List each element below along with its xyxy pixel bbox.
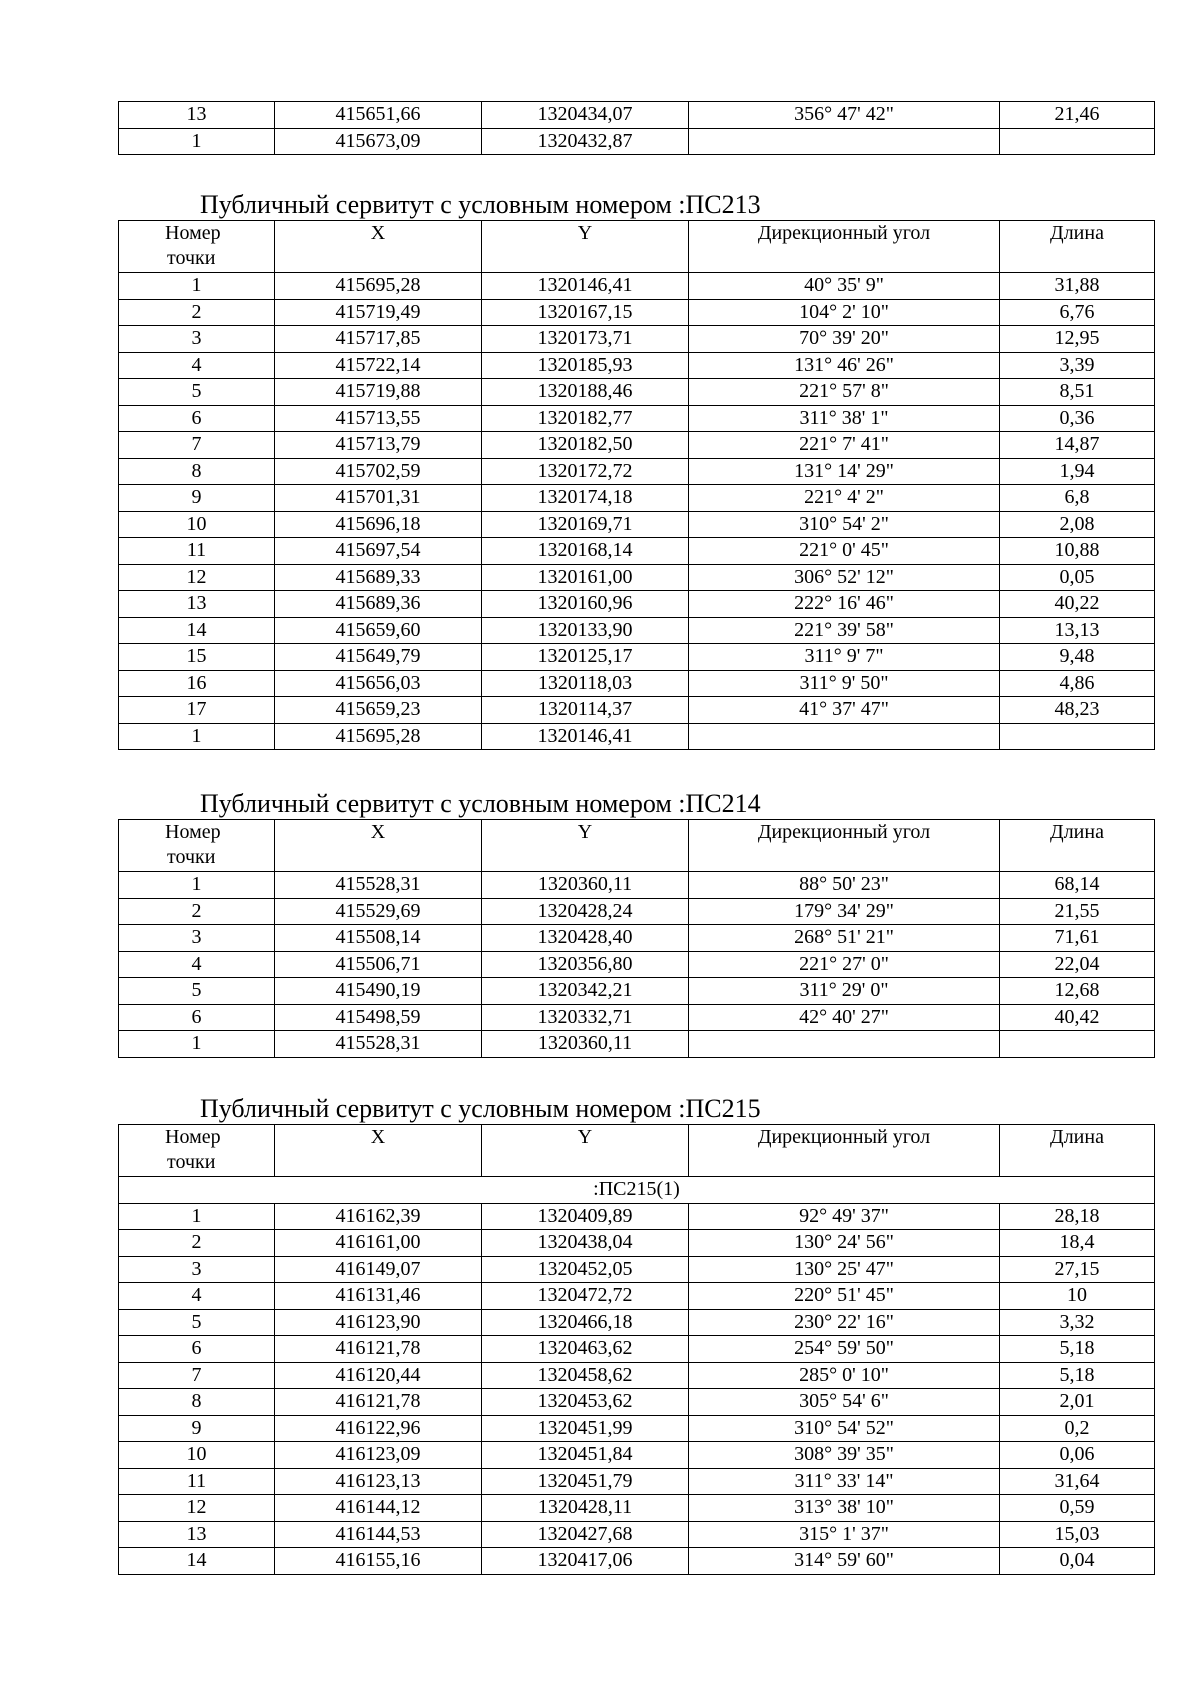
x-cell: 415506,71 (275, 951, 482, 978)
length-cell: 68,14 (1000, 872, 1155, 899)
x-cell: 416161,00 (275, 1230, 482, 1257)
y-cell: 1320168,14 (482, 538, 689, 565)
x-cell: 415696,18 (275, 511, 482, 538)
y-cell: 1320451,84 (482, 1442, 689, 1469)
table-row (119, 925, 1155, 952)
x-cell: 416121,78 (275, 1336, 482, 1363)
point-number-cell: 2 (119, 1230, 275, 1257)
header-angle: Дирекционный угол (689, 221, 1000, 273)
length-cell: 28,18 (1000, 1203, 1155, 1230)
length-cell: 40,42 (1000, 1004, 1155, 1031)
coords-table-ps213 (118, 220, 1155, 750)
table-row (119, 326, 1155, 353)
x-cell: 415689,36 (275, 591, 482, 618)
point-number-cell: 5 (119, 978, 275, 1005)
header-length: Длина (1000, 221, 1155, 273)
contour-subheader: :ПС215(1) (119, 1177, 1155, 1204)
point-number-cell: 1 (119, 273, 275, 300)
x-cell: 415659,60 (275, 617, 482, 644)
length-cell: 40,22 (1000, 591, 1155, 618)
table-row (119, 1336, 1155, 1363)
table-header-row (119, 820, 1155, 872)
y-cell: 1320427,68 (482, 1521, 689, 1548)
angle-cell: 311° 9' 50" (689, 670, 1000, 697)
length-cell: 0,04 (1000, 1548, 1155, 1575)
table-row (119, 1415, 1155, 1442)
table-row (119, 951, 1155, 978)
y-cell: 1320428,24 (482, 898, 689, 925)
table-row (119, 644, 1155, 671)
y-cell: 1320118,03 (482, 670, 689, 697)
length-cell: 31,64 (1000, 1468, 1155, 1495)
point-number-cell: 6 (119, 1004, 275, 1031)
length-cell: 10 (1000, 1283, 1155, 1310)
angle-cell: 310° 54' 52" (689, 1415, 1000, 1442)
header-point-number: Номер точки (119, 1125, 275, 1177)
point-number-cell: 7 (119, 1362, 275, 1389)
x-cell: 415717,85 (275, 326, 482, 353)
point-number-cell: 3 (119, 925, 275, 952)
x-cell: 415719,49 (275, 299, 482, 326)
y-cell: 1320451,99 (482, 1415, 689, 1442)
y-cell: 1320174,18 (482, 485, 689, 512)
header-length: Длина (1000, 1125, 1155, 1177)
y-cell: 1320360,11 (482, 872, 689, 899)
point-number-cell: 1 (119, 723, 275, 750)
table-row (119, 591, 1155, 618)
header-x: X (275, 820, 482, 872)
table-row (119, 1031, 1155, 1058)
angle-cell: 92° 49' 37" (689, 1203, 1000, 1230)
table-row (119, 978, 1155, 1005)
length-cell: 6,76 (1000, 299, 1155, 326)
point-number-cell: 8 (119, 458, 275, 485)
length-cell: 2,01 (1000, 1389, 1155, 1416)
angle-cell: 311° 33' 14" (689, 1468, 1000, 1495)
angle-cell: 40° 35' 9" (689, 273, 1000, 300)
point-number-cell: 1 (119, 128, 275, 155)
x-cell: 415719,88 (275, 379, 482, 406)
x-cell: 415490,19 (275, 978, 482, 1005)
angle-cell: 222° 16' 46" (689, 591, 1000, 618)
point-number-cell: 1 (119, 872, 275, 899)
table-row (119, 102, 1155, 129)
point-number-cell: 4 (119, 951, 275, 978)
y-cell: 1320409,89 (482, 1203, 689, 1230)
header-angle: Дирекционный угол (689, 1125, 1000, 1177)
table-header-row (119, 221, 1155, 273)
length-cell: 8,51 (1000, 379, 1155, 406)
header-angle: Дирекционный угол (689, 820, 1000, 872)
angle-cell: 70° 39' 20" (689, 326, 1000, 353)
angle-cell: 268° 51' 21" (689, 925, 1000, 952)
table-row (119, 379, 1155, 406)
y-cell: 1320160,96 (482, 591, 689, 618)
point-number-cell: 3 (119, 326, 275, 353)
x-cell: 416123,90 (275, 1309, 482, 1336)
length-cell (1000, 1031, 1155, 1058)
y-cell: 1320453,62 (482, 1389, 689, 1416)
y-cell: 1320185,93 (482, 352, 689, 379)
point-number-cell: 12 (119, 1495, 275, 1522)
y-cell: 1320114,37 (482, 697, 689, 724)
angle-cell: 230° 22' 16" (689, 1309, 1000, 1336)
point-number-cell: 12 (119, 564, 275, 591)
table-row (119, 1468, 1155, 1495)
table-row (119, 1495, 1155, 1522)
x-cell: 415508,14 (275, 925, 482, 952)
point-number-cell: 11 (119, 538, 275, 565)
point-number-cell: 2 (119, 299, 275, 326)
x-cell: 416162,39 (275, 1203, 482, 1230)
x-cell: 416122,96 (275, 1415, 482, 1442)
point-number-cell: 5 (119, 379, 275, 406)
y-cell: 1320172,72 (482, 458, 689, 485)
angle-cell: 221° 27' 0" (689, 951, 1000, 978)
angle-cell: 130° 24' 56" (689, 1230, 1000, 1257)
x-cell: 415673,09 (275, 128, 482, 155)
x-cell: 415528,31 (275, 872, 482, 899)
angle-cell: 254° 59' 50" (689, 1336, 1000, 1363)
y-cell: 1320472,72 (482, 1283, 689, 1310)
y-cell: 1320360,11 (482, 1031, 689, 1058)
header-x: X (275, 1125, 482, 1177)
y-cell: 1320182,77 (482, 405, 689, 432)
table-row (119, 1521, 1155, 1548)
coords-table-ps214 (118, 819, 1155, 1058)
x-cell: 415697,54 (275, 538, 482, 565)
x-cell: 416144,53 (275, 1521, 482, 1548)
point-number-cell: 13 (119, 1521, 275, 1548)
table-row (119, 697, 1155, 724)
x-cell: 415651,66 (275, 102, 482, 129)
angle-cell: 42° 40' 27" (689, 1004, 1000, 1031)
angle-cell: 310° 54' 2" (689, 511, 1000, 538)
y-cell: 1320434,07 (482, 102, 689, 129)
x-cell: 415689,33 (275, 564, 482, 591)
point-number-cell: 17 (119, 697, 275, 724)
x-cell: 415695,28 (275, 273, 482, 300)
header-y: Y (482, 1125, 689, 1177)
coords-table-ps215 (118, 1124, 1155, 1575)
length-cell: 9,48 (1000, 644, 1155, 671)
y-cell: 1320188,46 (482, 379, 689, 406)
point-number-cell: 5 (119, 1309, 275, 1336)
table-row (119, 670, 1155, 697)
table-row (119, 617, 1155, 644)
length-cell: 10,88 (1000, 538, 1155, 565)
point-number-cell: 1 (119, 1031, 275, 1058)
x-cell: 415529,69 (275, 898, 482, 925)
length-cell: 22,04 (1000, 951, 1155, 978)
table-row (119, 128, 1155, 155)
angle-cell: 220° 51' 45" (689, 1283, 1000, 1310)
table-row (119, 1004, 1155, 1031)
y-cell: 1320417,06 (482, 1548, 689, 1575)
table-row (119, 458, 1155, 485)
y-cell: 1320167,15 (482, 299, 689, 326)
length-cell: 3,32 (1000, 1309, 1155, 1336)
y-cell: 1320173,71 (482, 326, 689, 353)
y-cell: 1320342,21 (482, 978, 689, 1005)
length-cell: 13,13 (1000, 617, 1155, 644)
length-cell: 5,18 (1000, 1362, 1155, 1389)
point-number-cell: 7 (119, 432, 275, 459)
y-cell: 1320432,87 (482, 128, 689, 155)
angle-cell: 88° 50' 23" (689, 872, 1000, 899)
angle-cell: 311° 29' 0" (689, 978, 1000, 1005)
table-row (119, 898, 1155, 925)
length-cell: 4,86 (1000, 670, 1155, 697)
length-cell: 0,59 (1000, 1495, 1155, 1522)
point-number-cell: 2 (119, 898, 275, 925)
length-cell: 21,55 (1000, 898, 1155, 925)
table-row (119, 1548, 1155, 1575)
y-cell: 1320458,62 (482, 1362, 689, 1389)
y-cell: 1320428,40 (482, 925, 689, 952)
table-row (119, 299, 1155, 326)
x-cell: 416120,44 (275, 1362, 482, 1389)
point-number-cell: 11 (119, 1468, 275, 1495)
length-cell: 14,87 (1000, 432, 1155, 459)
angle-cell: 285° 0' 10" (689, 1362, 1000, 1389)
length-cell: 12,95 (1000, 326, 1155, 353)
point-number-cell: 14 (119, 617, 275, 644)
x-cell: 415695,28 (275, 723, 482, 750)
length-cell (1000, 723, 1155, 750)
angle-cell: 356° 47' 42" (689, 102, 1000, 129)
x-cell: 416131,46 (275, 1283, 482, 1310)
length-cell: 12,68 (1000, 978, 1155, 1005)
table-row (119, 872, 1155, 899)
table-row (119, 1309, 1155, 1336)
length-cell: 0,05 (1000, 564, 1155, 591)
length-cell (1000, 128, 1155, 155)
table-row (119, 432, 1155, 459)
y-cell: 1320125,17 (482, 644, 689, 671)
x-cell: 415659,23 (275, 697, 482, 724)
x-cell: 416123,09 (275, 1442, 482, 1469)
angle-cell: 308° 39' 35" (689, 1442, 1000, 1469)
y-cell: 1320463,62 (482, 1336, 689, 1363)
x-cell: 416144,12 (275, 1495, 482, 1522)
point-number-cell: 8 (119, 1389, 275, 1416)
x-cell: 416155,16 (275, 1548, 482, 1575)
length-cell: 18,4 (1000, 1230, 1155, 1257)
x-cell: 416123,13 (275, 1468, 482, 1495)
length-cell: 31,88 (1000, 273, 1155, 300)
header-y: Y (482, 221, 689, 273)
table-row (119, 1362, 1155, 1389)
point-number-cell: 9 (119, 1415, 275, 1442)
angle-cell: 131° 46' 26" (689, 352, 1000, 379)
point-number-cell: 13 (119, 591, 275, 618)
y-cell: 1320332,71 (482, 1004, 689, 1031)
section-title-ps215: Публичный сервитут с условным номером :ПС215 (200, 1094, 761, 1123)
table-row (119, 1203, 1155, 1230)
angle-cell: 311° 38' 1" (689, 405, 1000, 432)
angle-cell: 311° 9' 7" (689, 644, 1000, 671)
x-cell: 415713,55 (275, 405, 482, 432)
x-cell: 416121,78 (275, 1389, 482, 1416)
x-cell: 415649,79 (275, 644, 482, 671)
x-cell: 415701,31 (275, 485, 482, 512)
length-cell: 71,61 (1000, 925, 1155, 952)
table-row (119, 1389, 1155, 1416)
x-cell: 415528,31 (275, 1031, 482, 1058)
y-cell: 1320182,50 (482, 432, 689, 459)
point-number-cell: 4 (119, 352, 275, 379)
angle-cell: 131° 14' 29" (689, 458, 1000, 485)
length-cell: 1,94 (1000, 458, 1155, 485)
length-cell: 6,8 (1000, 485, 1155, 512)
length-cell: 48,23 (1000, 697, 1155, 724)
x-cell: 415498,59 (275, 1004, 482, 1031)
angle-cell: 306° 52' 12" (689, 564, 1000, 591)
x-cell: 416149,07 (275, 1256, 482, 1283)
length-cell: 2,08 (1000, 511, 1155, 538)
y-cell: 1320133,90 (482, 617, 689, 644)
angle-cell: 221° 7' 41" (689, 432, 1000, 459)
header-point-number: Номер точки (119, 221, 275, 273)
angle-cell: 104° 2' 10" (689, 299, 1000, 326)
length-cell: 5,18 (1000, 1336, 1155, 1363)
angle-cell: 314° 59' 60" (689, 1548, 1000, 1575)
length-cell: 27,15 (1000, 1256, 1155, 1283)
y-cell: 1320146,41 (482, 723, 689, 750)
angle-cell: 221° 57' 8" (689, 379, 1000, 406)
angle-cell: 221° 4' 2" (689, 485, 1000, 512)
table-row (119, 564, 1155, 591)
length-cell: 3,39 (1000, 352, 1155, 379)
point-number-cell: 14 (119, 1548, 275, 1575)
contour-subheader-row (119, 1177, 1155, 1204)
point-number-cell: 1 (119, 1203, 275, 1230)
point-number-cell: 10 (119, 1442, 275, 1469)
header-x: X (275, 221, 482, 273)
point-number-cell: 4 (119, 1283, 275, 1310)
header-y: Y (482, 820, 689, 872)
angle-cell: 130° 25' 47" (689, 1256, 1000, 1283)
point-number-cell: 6 (119, 405, 275, 432)
angle-cell (689, 1031, 1000, 1058)
angle-cell: 179° 34' 29" (689, 898, 1000, 925)
x-cell: 415656,03 (275, 670, 482, 697)
y-cell: 1320428,11 (482, 1495, 689, 1522)
angle-cell: 221° 0' 45" (689, 538, 1000, 565)
table-row (119, 352, 1155, 379)
point-number-cell: 10 (119, 511, 275, 538)
x-cell: 415713,79 (275, 432, 482, 459)
angle-cell (689, 128, 1000, 155)
header-length: Длина (1000, 820, 1155, 872)
y-cell: 1320356,80 (482, 951, 689, 978)
table-row (119, 1442, 1155, 1469)
table-row (119, 1256, 1155, 1283)
angle-cell: 313° 38' 10" (689, 1495, 1000, 1522)
point-number-cell: 13 (119, 102, 275, 129)
x-cell: 415702,59 (275, 458, 482, 485)
table-header-row (119, 1125, 1155, 1177)
table-row (119, 1230, 1155, 1257)
table-row (119, 511, 1155, 538)
table-row (119, 538, 1155, 565)
table-row (119, 485, 1155, 512)
length-cell: 21,46 (1000, 102, 1155, 129)
angle-cell (689, 723, 1000, 750)
y-cell: 1320169,71 (482, 511, 689, 538)
length-cell: 15,03 (1000, 1521, 1155, 1548)
point-number-cell: 3 (119, 1256, 275, 1283)
header-point-number: Номер точки (119, 820, 275, 872)
angle-cell: 305° 54' 6" (689, 1389, 1000, 1416)
table-row (119, 405, 1155, 432)
table-row (119, 273, 1155, 300)
y-cell: 1320466,18 (482, 1309, 689, 1336)
point-number-cell: 6 (119, 1336, 275, 1363)
point-number-cell: 15 (119, 644, 275, 671)
length-cell: 0,2 (1000, 1415, 1155, 1442)
coords-table-continued (118, 101, 1155, 155)
section-title-ps213: Публичный сервитут с условным номером :ПС213 (200, 190, 761, 219)
angle-cell: 41° 37' 47" (689, 697, 1000, 724)
y-cell: 1320161,00 (482, 564, 689, 591)
point-number-cell: 16 (119, 670, 275, 697)
length-cell: 0,06 (1000, 1442, 1155, 1469)
y-cell: 1320146,41 (482, 273, 689, 300)
section-title-ps214: Публичный сервитут с условным номером :ПС214 (200, 789, 761, 818)
angle-cell: 221° 39' 58" (689, 617, 1000, 644)
table-row (119, 1283, 1155, 1310)
y-cell: 1320452,05 (482, 1256, 689, 1283)
y-cell: 1320451,79 (482, 1468, 689, 1495)
x-cell: 415722,14 (275, 352, 482, 379)
length-cell: 0,36 (1000, 405, 1155, 432)
angle-cell: 315° 1' 37" (689, 1521, 1000, 1548)
y-cell: 1320438,04 (482, 1230, 689, 1257)
table-row (119, 723, 1155, 750)
point-number-cell: 9 (119, 485, 275, 512)
